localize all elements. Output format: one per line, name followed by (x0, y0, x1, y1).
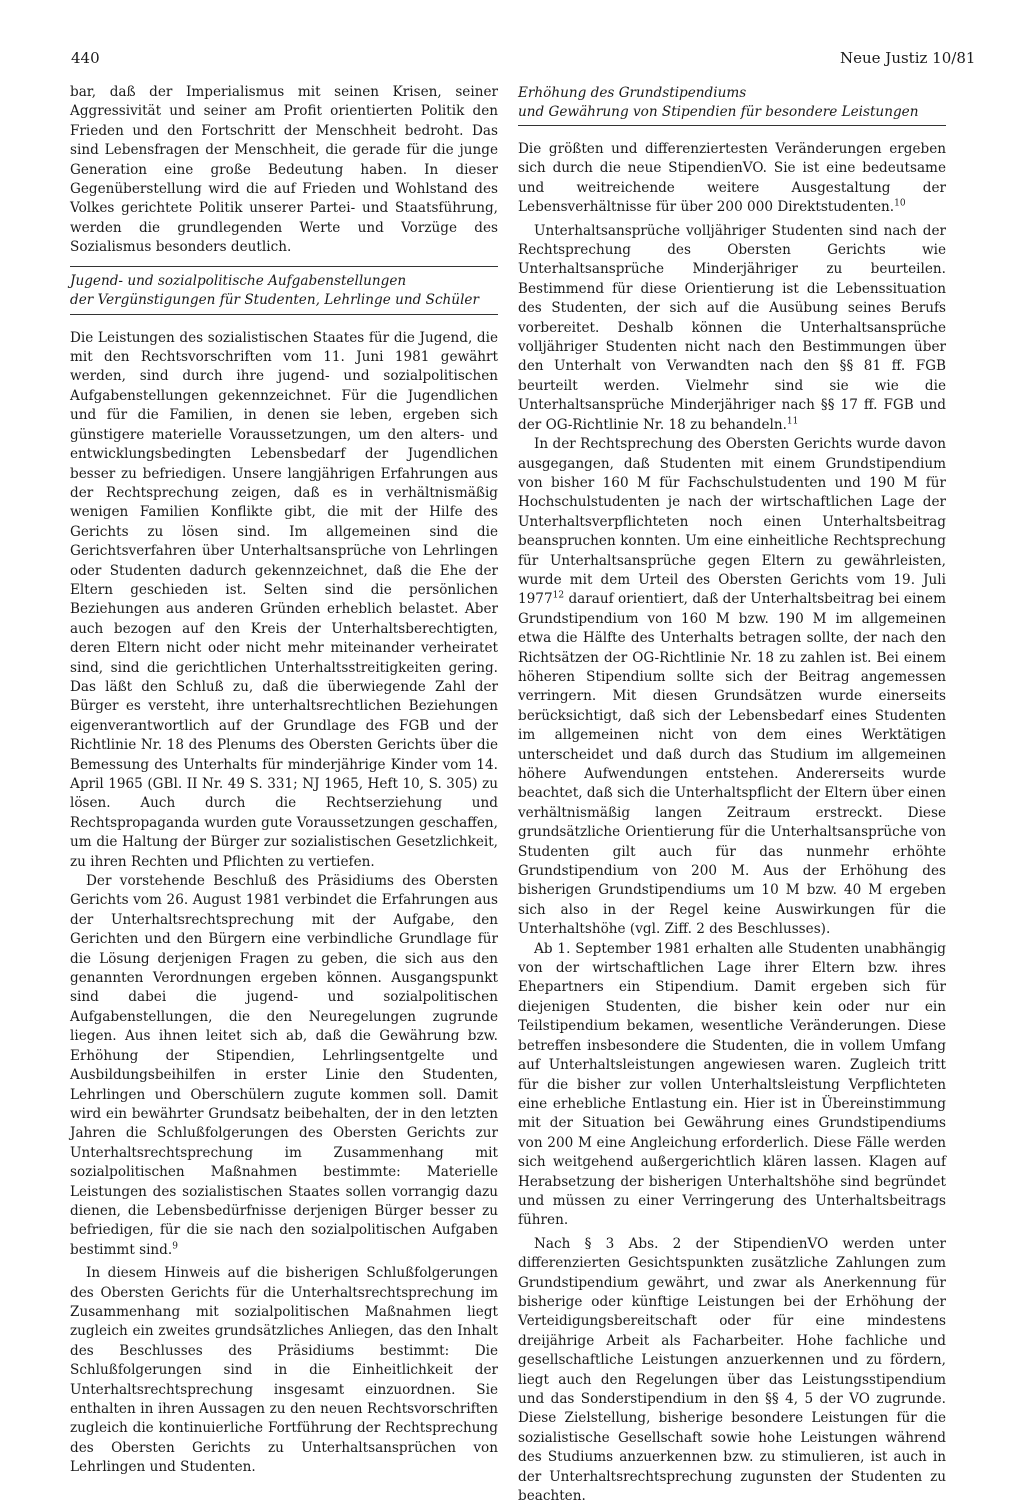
paragraph: Die größten und differenziertesten Veränderungen ergeben sich durch die neue StipendienVO. Sie ist eine bedeutsame und weitreichende weitere Ausgestaltung der Lebensverhältnisse für über 200 000 Direktstudenten.$^{10}$ (518, 141, 946, 216)
section-heading-line-2: und Gewährung von Stipendien für besondere Leistungen (518, 104, 919, 120)
section-heading-line-2: der Vergünstigungen für Studenten, Lehrlinge und Schüler (70, 291, 479, 308)
right-column (518, 83, 946, 1506)
paragraph: Unterhaltsansprüche volljähriger Studenten sind nach der Rechtsprechung des Obersten Gerichts wie Unterhaltsansprüche Minderjähriger zu beurteilen. Bestimmend für diese Orientierung ist die Lebenssituation des Studenten, der sich auf die Ausübung seines Berufs vorbereitet. Deshalb können die Unterhaltsansprüche volljähriger Studenten nicht nach den Bestimmungen über den Unterhalt von Verwandten nach den §§ 81 ff. FGB beurteilt werden. Vielmehr sind sie wie die Unterhaltsansprüche Minderjähriger nach §§ 17 ff. FGB und der OG-Richtlinie Nr. 18 zu behandeln.$^{11}$ (518, 222, 946, 433)
section-heading (70, 267, 498, 314)
footnote-ref: 10 (894, 198, 906, 209)
section-heading (518, 83, 946, 125)
left-column (70, 83, 498, 1478)
section-rule-bottom (518, 125, 946, 126)
page-number: 440 (71, 49, 100, 67)
journal-issue: Neue Justiz 10/81 (840, 49, 976, 67)
paragraph: Die Leistungen des sozialistischen Staates für die Jugend, die mit den Rechtsvorschriften vom 11. Juni 1981 gewährt werden, sind durch ihre jugend- und sozialpolitischen Aufgabenstellungen gekennzeichnet. Für die Jugendlichen und für die Familien, in denen sie leben, ergeben sich günstigere materielle Voraussetzungen, um den alters- und entwicklungsbedingten Lebensbedarf der Jugendlichen besser zu befriedigen. Unsere langjährigen Erfahrungen aus der Rechtsprechung zeigen, daß es in verhältnismäßig wenigen Familien Konflikte gibt, die mit der Hilfe des Gerichts zu lösen sind. Im allgemeinen sind die Gerichtsverfahren über Unterhaltsansprüche von Lehrlingen oder Studenten dadurch gekennzeichnet, daß die Ehe der Eltern geschieden ist. Selten sind die persönlichen Beziehungen aus anderen Gründen erheblich belastet. Aber auch bezogen auf den Kreis der Unterhaltsberechtigten, deren Eltern nicht oder nicht mehr miteinander verheiratet sind, sind die gerichtlichen Unterhaltsstreitigkeiten gering. Das läßt den Schluß zu, daß die überwiegende Zahl der Bürger es versteht, ihre unterhaltsrechtlichen Beziehungen eigenverantwortlich auf der Grundlage des FGB und der Richtlinie Nr. 18 des Plenums des Obersten Gerichts über die Bemessung des Unterhalts für minderjährige Kinder vom 14. April 1965 (GBl. II Nr. 49 S. 331; NJ 1965, Heft 10, S. 305) zu lösen. Auch durch die Rechtserziehung und Rechtspropaganda wurden gute Voraussetzungen geschaffen, um die Haltung der Bürger zur sozialistischen Gesetzlichkeit, zu ihren Rechten und Pflichten zu vertiefen. (70, 329, 498, 870)
paragraph: In diesem Hinweis auf die bisherigen Schlußfolgerungen des Obersten Gerichts für die Unterhaltsrechtsprechung im Zusammenhang mit sozialpolitischen Maßnahmen liegt zugleich ein zweites grundsätzliches Anliegen, das den Inhalt des Beschlusses des Präsidiums bestimmt: Die Schlußfolgerungen sind in die Einheitlichkeit der Unterhaltsrechtsprechung insgesamt einzuordnen. Sie enthalten in ihren Aussagen zu den neuen Rechtsvorschriften zugleich die kontinuierliche Fortführung der Rechtsprechung des Obersten Gerichts zu Unterhaltsansprüchen von Lehrlingen und Studenten. (70, 1265, 498, 1476)
footnote-ref: 12 (552, 590, 565, 601)
paragraph-continuation: bar, daß der Imperialismus mit seinen Krisen, seiner Aggressivität und seiner am Profit orientierten Politik den Frieden und den Fortschritt der Menschheit bedroht. Das sind Lebensfragen der Menschheit, die gerade für die junge Generation eine große Bedeutung haben. In dieser Gegenüberstellung wird die auf Frieden und Wohlstand des Volkes gerichtete Politik unserer Partei- und Staatsführung, werden die grundlegenden Werte und Vorzüge des Sozialismus besonders deutlich. (70, 84, 498, 256)
section-rule-bottom (70, 314, 498, 315)
footnote-ref: 11 (786, 416, 799, 427)
section-heading-line-1: Erhöhung des Grundstipendiums (518, 85, 747, 101)
section-heading-line-1: Jugend- und sozialpolitische Aufgabenstellungen (70, 272, 407, 289)
paragraph: In der Rechtsprechung des Obersten Gerichts wurde davon ausgegangen, daß Studenten mit einem Grundstipendium von bisher 160 M für Fachschulstudenten und 190 M für Hochschulstudenten je nach der wirtschaftlichen Lage der Unterhaltsverpflichteten noch einen Unterhaltsbeitrag beanspruchen konnten. Um eine einheitliche Rechtsprechung für Unterhaltsansprüche gegen Eltern zu gewährleisten, wurde mit dem Urteil des Obersten Gerichts vom 19. Juli 1977$^{12}$ darauf orientiert, daß der Unterhaltsbeitrag bei einem Grundstipendium von 160 M bzw. 190 M im allgemeinen etwa die Hälfte des Unterhalts betragen sollte, der nach den Richtsätzen der OG-Richtlinie Nr. 18 zu zahlen ist. Bei einem höheren Stipendium sollte sich der Beitrag angemessen verringern. Mit diesen Grundsätzen wurde einerseits berücksichtigt, daß sich der Lebensbedarf eines Studenten im allgemeinen nicht von dem eines Werktätigen unterscheidet und daß durch das Studium im allgemeinen höhere Aufwendungen entstehen. Andererseits wurde beachtet, daß sich die Unterhaltspflicht der Eltern über einen verhältnismäßig langen Zeitraum erstreckt. Diese grundsätzliche Orientierung für die Unterhaltsansprüche von Studenten gilt auch für das nunmehr erhöhte Grundstipendium von 200 M. Aus der Erhöhung des bisherigen Grundstipendiums um 10 M bzw. 40 M ergeben sich also in der Regel keine Auswirkungen für die Unterhaltshöhe (vgl. Ziff. 2 des Beschlusses). (518, 436, 946, 938)
paragraph: Ab 1. September 1981 erhalten alle Studenten unabhängig von der wirtschaftlichen Lage ihrer Eltern bzw. ihres Ehepartners ein Stipendium. Damit ergeben sich für diejenigen Studenten, die bisher kein oder nur ein Teilstipendium bekamen, wesentliche Veränderungen. Diese betreffen insbesondere die Studenten, die in vollem Umfang auf Unterhaltsleistungen angewiesen waren. Zugleich tritt für die bisher zur vollen Unterhaltsleistung Verpflichteten eine erhebliche Entlastung ein. Hier ist in Übereinstimmung mit der Situation bei Gewährung eines Grundstipendiums von 200 M eine Angleichung erforderlich. Diese Fälle werden sich weitgehend außergerichtlich klären lassen. Klagen auf Herabsetzung der bisherigen Unterhaltshöhe sind begründet und müssen zu einer Verringerung des Unterhaltsbeitrags führen. (518, 940, 946, 1229)
paragraph: Nach § 3 Abs. 2 der StipendienVO werden unter differenzierten Gesichtspunkten zusätzliche Zahlungen zum Grundstipendium gewährt, und zwar als Anerkennung für bisherige oder künftige Leistungen bei der Erhöhung der Verteidigungsbereitschaft oder für eine mindestens dreijährige Arbeit als Facharbeiter. Hohe fachliche und gesellschaftliche Leistungen anzuerkennen und zu fördern, liegt auch den Regelungen über das Leistungsstipendium und das Sonderstipendium in den §§ 4, 5 der VO zugrunde. Diese Zielstellung, bisherige besondere Leistungen für die sozialistische Gesellschaft sowie hohe Leistungen während des Studiums anzuerkennen bzw. zu stimulieren, ist auch in der Unterhaltsrechtsprechung zugunsten der Studenten zu beachten. (518, 1235, 946, 1505)
paragraph: Der vorstehende Beschluß des Präsidiums des Obersten Gerichts vom 26. August 1981 verbindet die Erfahrungen aus der Unterhaltsrechtsprechung mit der Aufgabe, den Gerichten und den Bürgern eine verbindliche Grundlage für die Lösung derjenigen Fragen zu geben, die sich aus den genannten Verordnungen ergeben können. Ausgangspunkt sind dabei die jugend- und sozialpolitischen Aufgabenstellungen, die den Neuregelungen zugrunde liegen. Aus ihnen leitet sich ab, daß die Gewährung bzw. Erhöhung der Stipendien, Lehrlingsentgelte und Ausbildungsbeihilfen in erster Linie den Studenten, Lehrlingen und Oberschülern zugute kommen soll. Damit wird ein bewährter Grundsatz beibehalten, der in den letzten Jahren die Schlußfolgerungen des Obersten Gerichts zur Unterhaltsrechtsprechung im Zusammenhang mit sozialpolitischen Maßnahmen bestimmte: Materielle Leistungen des sozialistischen Staates sollen vorrangig dazu dienen, die Lebensbedürfnisse derjenigen Bürger besser zu befriedigen, für die sie nach den sozialpolitischen Aufgaben bestimmt sind.$^9$ (70, 873, 498, 1258)
footnote-ref: 9 (172, 1241, 178, 1252)
